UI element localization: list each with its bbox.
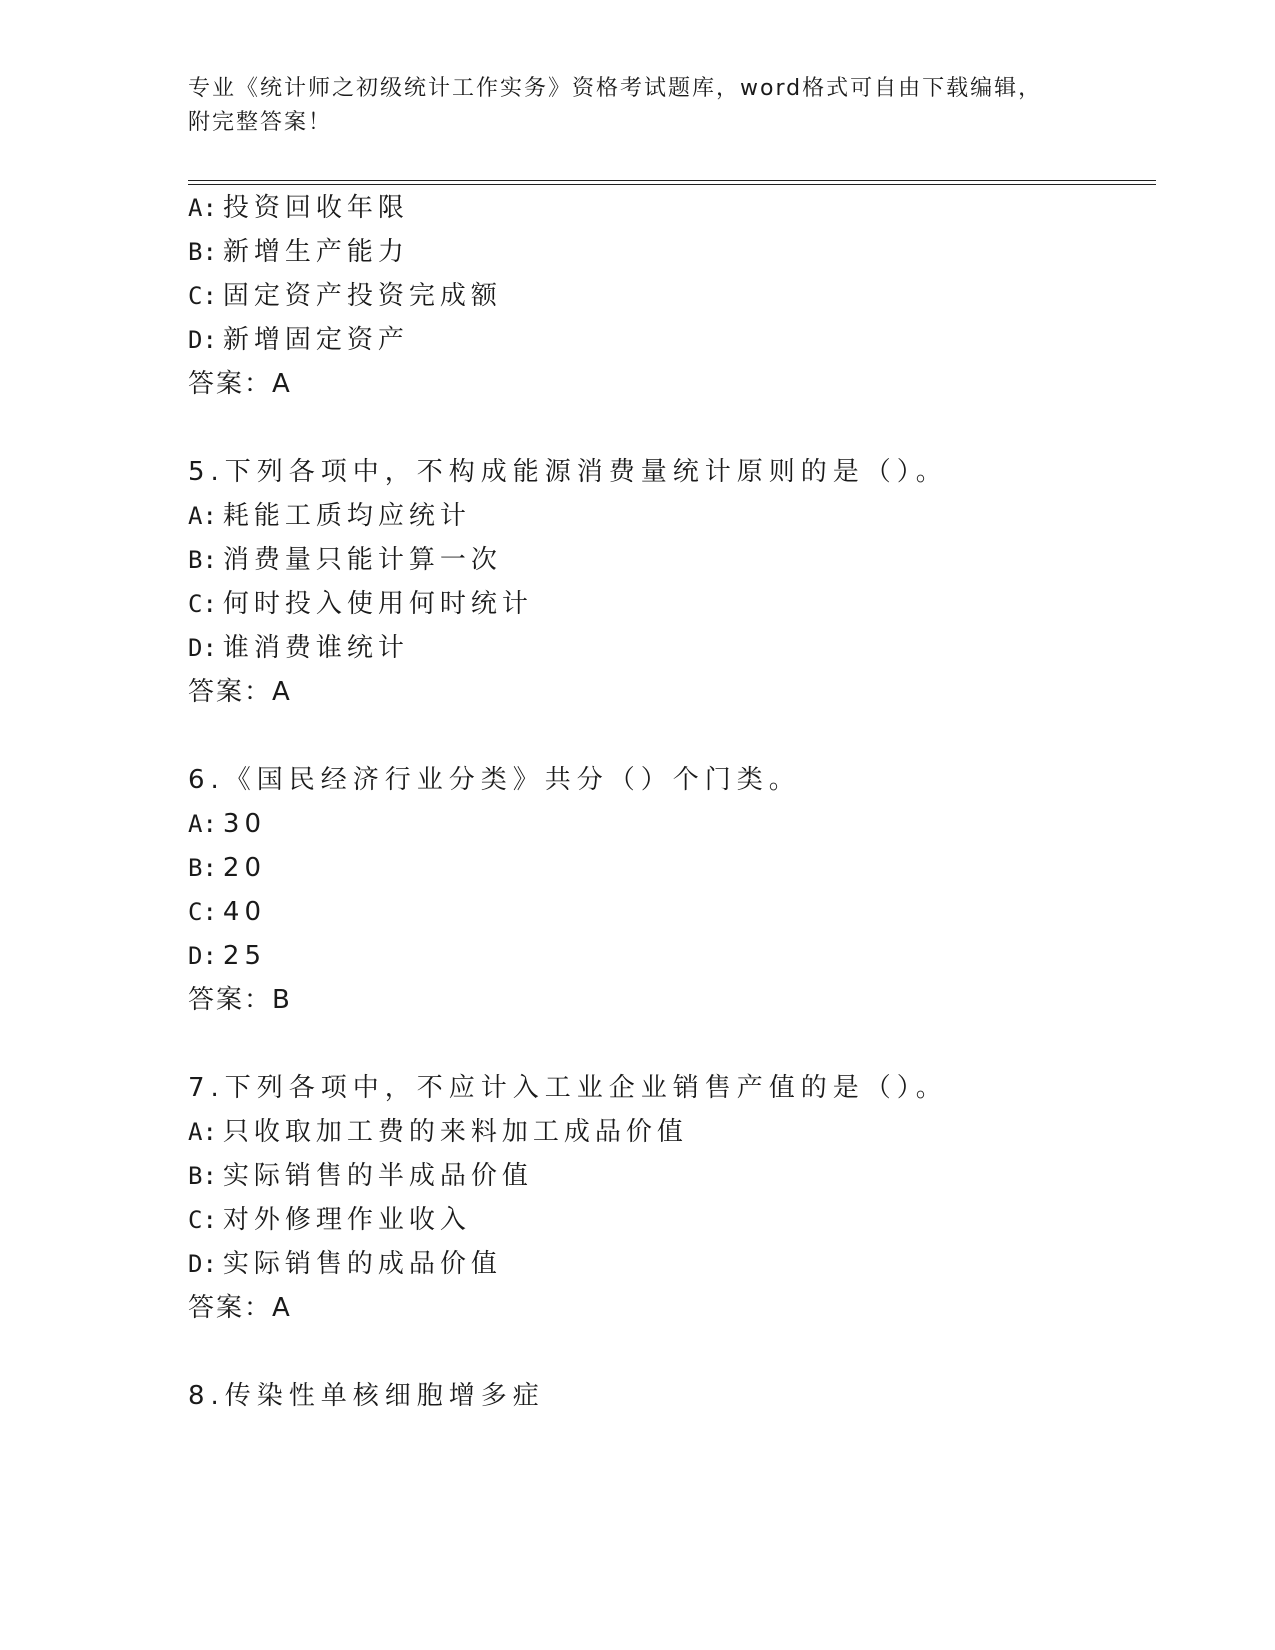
q7-question: 7.下列各项中，不应计入工业企业销售产值的是（）。 [188,1073,948,1103]
q6-answer: 答案：B [188,985,292,1015]
q7-option-d: D: 实际销售的成品价值 [188,1249,502,1279]
document-header [188,72,1088,140]
q6-option-d: D: 25 [188,941,266,971]
q4-answer: 答案：A [188,369,292,399]
q7-option-c: C: 对外修理作业收入 [188,1205,471,1235]
q6-option-c: C: 40 [188,897,266,927]
q4-option-d: D: 新增固定资产 [188,325,409,355]
header-divider-top [188,180,1156,181]
q5-option-c: C: 何时投入使用何时统计 [188,589,533,619]
q6-question: 6.《国民经济行业分类》共分（）个门类。 [188,765,801,795]
q8-question: 8.传染性单核细胞增多症 [188,1381,545,1411]
header-line-2: 附完整答案！ [188,110,333,135]
header-divider-bottom [188,184,1156,185]
q7-option-a: A: 只收取加工费的来料加工成品价值 [188,1117,688,1147]
q5-option-d: D: 谁消费谁统计 [188,633,409,663]
q6-option-a: A: 30 [188,809,266,839]
q7-option-b: B: 实际销售的半成品价值 [188,1161,533,1191]
q5-question: 5.下列各项中，不构成能源消费量统计原则的是（）。 [188,457,948,487]
q5-option-b: B: 消费量只能计算一次 [188,545,502,575]
q5-answer: 答案：A [188,677,292,707]
q4-option-b: B: 新增生产能力 [188,237,409,267]
q6-option-b: B: 20 [188,853,266,883]
q5-option-a: A: 耗能工质均应统计 [188,501,471,531]
header-line-1: 专业《统计师之初级统计工作实务》资格考试题库，word格式可自由下载编辑， [188,76,1043,101]
q4-option-a: A: 投资回收年限 [188,193,409,223]
q7-answer: 答案：A [188,1293,292,1323]
q4-option-c: C: 固定资产投资完成额 [188,281,502,311]
